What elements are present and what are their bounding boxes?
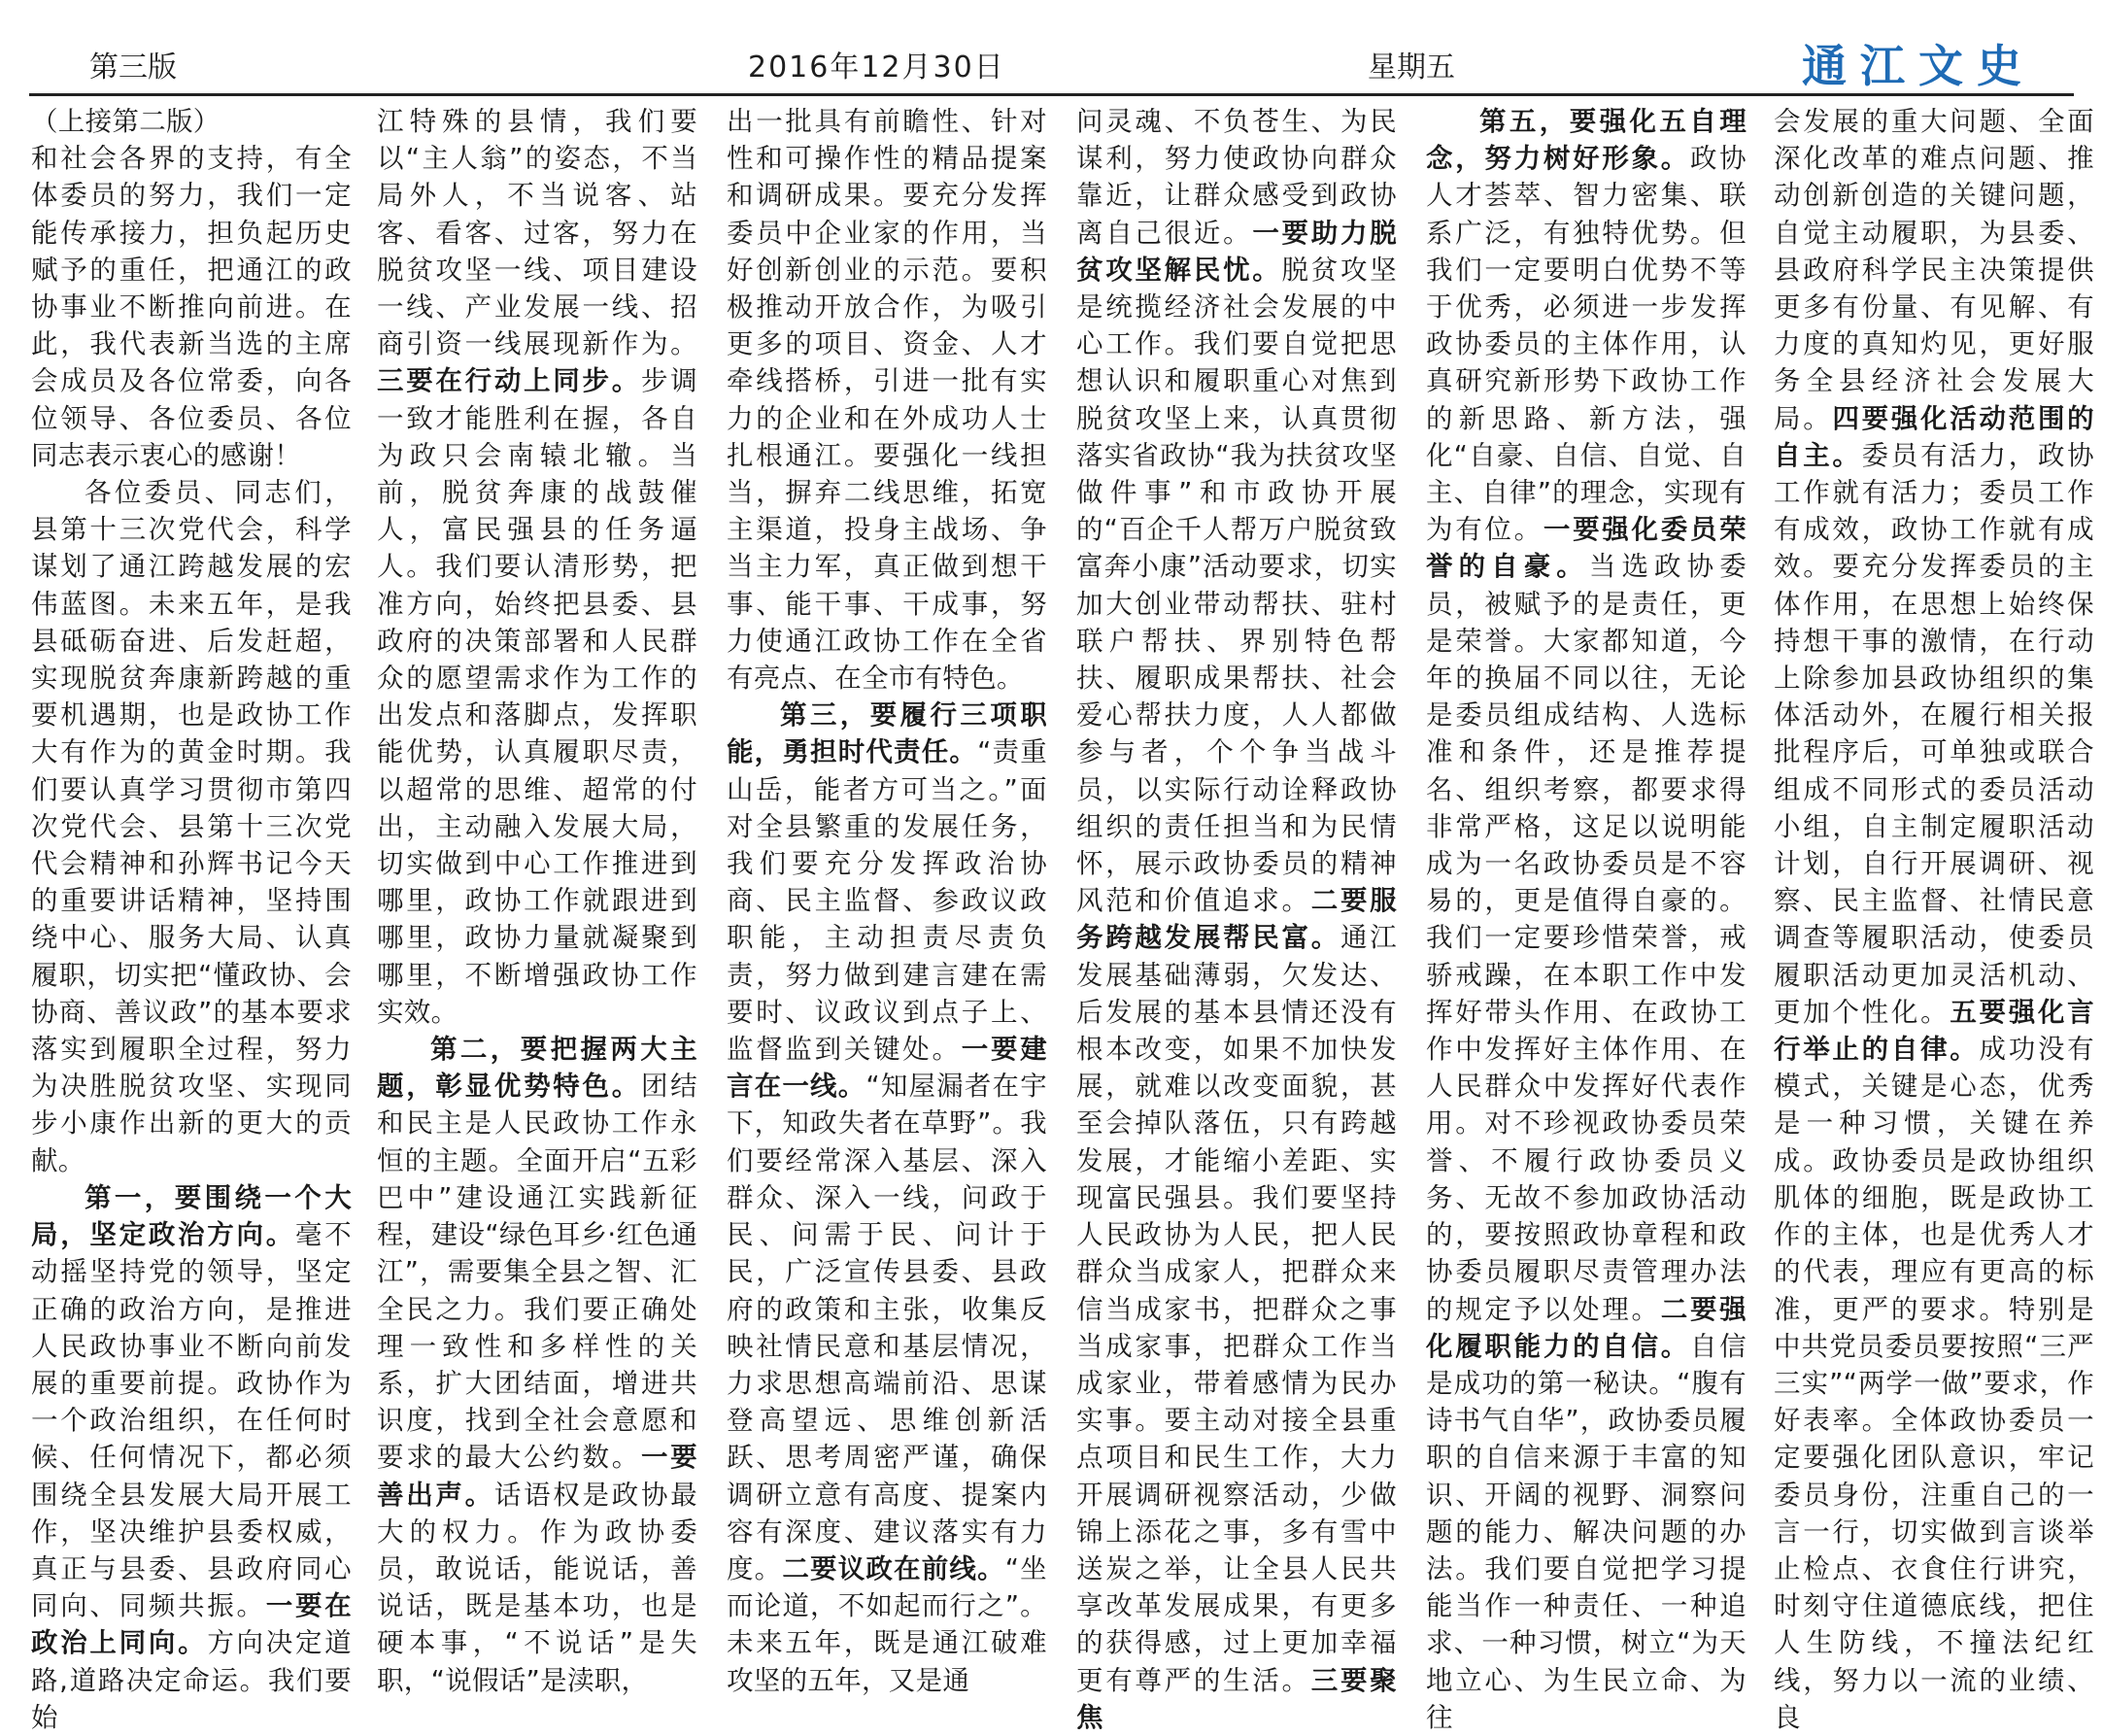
- paragraph-text: 问灵魂、不负苍生、为民谋利，努力使政协向群众靠近，让群众感受到政协离自己很近。: [1076, 106, 1397, 249]
- paragraph-heading: 三要在行动上同步。: [377, 365, 641, 397]
- article-column-4: [1076, 103, 1397, 1733]
- paragraph: [377, 103, 697, 1031]
- paragraph-text: 话语权是政协最大的权力。作为政协委员，敢说话，能说话，善说话，既是基本功，也是硬本事，“不说话”是失职，“说假话”是渎职，: [377, 1479, 697, 1696]
- article-column-1: [31, 103, 352, 1733]
- paragraph-heading: 一要在政治上同向。: [31, 1590, 352, 1659]
- paragraph-heading: 一要强化委员荣誉的自豪。: [1426, 514, 1747, 583]
- paragraph: [1774, 103, 2094, 1736]
- paragraph: [31, 103, 352, 140]
- paragraph: [727, 103, 1047, 697]
- paragraph: [377, 1031, 697, 1699]
- paragraph-text: 和社会各界的支持，有全体委员的努力，我们一定能传承接力，担负起历史赋予的重任，把通江的政协事业不断推向前进。在此，我代表新当选的主席会成员及各位常委，向各位领导、各位委员、各位同志表示衷心的感谢！: [31, 143, 352, 471]
- paragraph: [31, 474, 352, 1179]
- paragraph-text: 江特殊的县情，我们要以“主人翁”的姿态，不当局外人，不当说客、站客、看客、过客，努力在脱贫攻坚一线、项目建设一线、产业发展一线、招商引资一线展现新作为。: [377, 106, 697, 360]
- article-column-3: [727, 103, 1047, 1696]
- paragraph-heading: 四要强化活动范围的自主。: [1774, 402, 2094, 471]
- paragraph-text: 政协人才荟萃、智力密集、联系广泛，有独特优势。但我们一定要明白优势不等于优秀，必须进一步发挥政协委员的主体作用，认真研究新形势下政协工作的新思路、新方法，强化“自豪、自信、自觉、自主、自律”的理念，实现有为有位。: [1426, 143, 1747, 546]
- paragraph-heading: 一要善出声。: [377, 1442, 697, 1511]
- paragraph-text: 脱贫攻坚是统揽经济社会发展的中心工作。我们要自觉把思想认识和履职重心对焦到脱贫攻坚上来，认真贯彻落实省政协“我为扶贫攻坚做件事”和市政协开展的“百企千人帮万户脱贫致富奔小康”活动要求，切实加大创业带动帮扶、驻村联户帮扶、界别特色帮扶、履职成果帮扶、社会爱心帮扶力度，人人都做参与者，个个争当战斗员，以实际行动诠释政协组织的责任担当和为民情怀，展示政协委员的精神风范和价值追求。: [1076, 254, 1397, 917]
- paragraph-heading: 二要议政在前线。: [782, 1552, 1005, 1584]
- paragraph-text: 委员有活力，政协工作就有活力；委员工作有成效，政协工作就有成效。要充分发挥委员的主体作用，在思想上始终保持想干事的激情，在行动上除参加县政协组织的集体活动外，在履行相关报批程序后，可单独或联合组成不同形式的委员活动小组，自主制定履职活动计划，自行开展调研、视察、民主监督、社情民意调查等履职活动，使委员履职活动更加灵活机动、更加个性化。: [1774, 439, 2094, 1028]
- paragraph: [1076, 103, 1397, 1736]
- paragraph-heading: 第一，要围绕一个大局，坚定政治方向。: [31, 1181, 352, 1251]
- issue-weekday: 星期五: [1368, 51, 1455, 85]
- issue-date: 2016年12月30日: [748, 51, 1005, 85]
- paragraph-heading: 三要聚焦: [1076, 1664, 1397, 1733]
- paragraph: [31, 1179, 352, 1736]
- masthead-rule: [29, 93, 2074, 96]
- paragraph-text: 成功没有模式，关键是心态，优秀是一种习惯，关键在养成。政协委员是政协组织肌体的细胞，既是政协工作的主体，也是优秀人才的代表，理应有更高的标准，更严的要求。特别是中共党员委员要按照“三严三实”“两学一做”要求，作好表率。全体政协委员一定要强化团队意识，牢记委员身份，注重自己的一言一行，切实做到言谈举止检点、衣食住行讲究，时刻守住道德底线，把住人生防线，不撞法纪红线，努力以一流的业绩、良: [1774, 1034, 2094, 1733]
- paragraph-text: 出一批具有前瞻性、针对性和可操作性的精品提案和调研成果。要充分发挥委员中企业家的作用，当好创新创业的示范。要积极推动开放合作，为吸引更多的项目、资金、人才牵线搭桥，引进一批有实力的企业和在外成功人士扎根通江。要强化一线担当，摒弃二线思维，拓宽主渠道，投身主战场、争当主力军，真正做到想干事、能干事、干成事，努力使通江政协工作在全省有亮点、在全市有特色。: [727, 106, 1047, 695]
- masthead: [29, 39, 2074, 93]
- paragraph-heading: 一要建言在一线。: [727, 1034, 1047, 1103]
- paragraph-text: “知屋漏者在宇下，知政失者在草野”。我们要经常深入基层、深入群众、深入一线，问政于民、问需于民、问计于民，广泛宣传县委、县政府的政策和主张，收集反映社情民意和基层情况，力求思想高端前沿、思谋登高望远、思维创新活跃、思考周密严谨，确保调研立意有高度、提案内容有深度、建议落实有力度。: [727, 1071, 1047, 1584]
- paragraph-heading: 五要强化言行举止的自律。: [1774, 996, 2094, 1066]
- paragraph-text: 各位委员、同志们，县第十三次党代会，科学谋划了通江跨越发展的宏伟蓝图。未来五年，是我县砥砺奋进、后发赶超，实现脱贫奔康新跨越的重要机遇期，也是政协工作大有作为的黄金时期。我们要认真学习贯彻市第四次党代会、县第十三次党代会精神和孙辉书记今天的重要讲话精神，坚持围绕中心、服务大局、认真履职，切实把“懂政协、会协商、善议政”的基本要求落实到履职全过程，努力为决胜脱贫攻坚、实现同步小康作出新的更大的贡献。: [31, 477, 352, 1176]
- newspaper-logo: 通江文史: [1802, 40, 2035, 92]
- article-column-6: [1774, 103, 2094, 1733]
- paragraph-text: “坐而论道，不如起而行之”。未来五年，既是通江破难攻坚的五年，又是通: [727, 1552, 1047, 1696]
- paragraph-heading: 二要服务跨越发展帮民富。: [1076, 885, 1397, 954]
- paragraph-text: 会发展的重大问题、全面深化改革的难点问题、推动创新创造的关键问题，自觉主动履职，为县委、县政府科学民主决策提供更多有份量、有见解、有力度的真知灼见，更好服务全县经济社会发展大局。: [1774, 106, 2094, 434]
- paragraph: [727, 697, 1047, 1698]
- paragraph-text: 毫不动摇坚持党的领导，坚定正确的政治方向，是推进人民政协事业不断向前发展的重要前提。政协作为一个政治组织，在任何时候、任何情况下，都必须围绕全县发展大局开展工作，坚决维护县委权威，真正与县委、县政府同心同向、同频共振。: [31, 1219, 352, 1622]
- paragraph-text: 通江发展基础薄弱，欠发达、后发展的基本县情还没有根本改变，如果不加快发展，就难以改变面貌，甚至会掉队落伍，只有跨越发展，才能缩小差距、实现富民强县。我们要坚持人民政协为人民，把人民群众当成家人，把群众来信当成家书，把群众之事当成家事，把群众工作当成家业，带着感情为民办实事。要主动对接全县重点项目和民生工作，大力开展调研视察活动，少做锦上添花之事，多有雪中送炭之举，让全县人民共享改革发展成果，有更多的获得感，过上更加幸福更有尊严的生活。: [1076, 922, 1397, 1696]
- paragraph-heading: 一要助力脱贫攻坚解民忧。: [1076, 217, 1397, 286]
- paragraph-text: 团结和民主是人民政协工作永恒的主题。全面开启“五彩巴中”建设通江实践新征程，建设“绿色耳乡·红色通江”，需要集全县之智、汇全民之力。我们要正确处理一致性和多样性的关系，扩大团结面，增进共识度，找到全社会意愿和要求的最大公约数。: [377, 1071, 697, 1474]
- paragraph-text: “责重山岳，能者方可当之。”面对全县繁重的发展任务，我们要充分发挥政治协商、民主监督、参政议政职能，主动担责尽责负责，努力做到建言建在需要时、议政议到点子上、监督监到关键处。: [727, 736, 1047, 1066]
- paragraph-text: （上接第二版）: [31, 106, 220, 137]
- paragraph-text: 自信是成功的第一秘诀。“腹有诗书气自华”，政协委员履职的自信来源于丰富的知识、开阔的视野、洞察问题的能力、解决问题的办法。我们要自觉把学习提能当作一种责任、一种追求、一种习惯，树立“为天地立心、为生民立命、为往: [1426, 1330, 1747, 1733]
- paragraph-text: 方向决定道路,道路决定命运。我们要始: [31, 1627, 352, 1733]
- paragraph-heading: 二要强化履职能力的自信。: [1426, 1293, 1747, 1362]
- paragraph-heading: 第三，要履行三项职能，勇担时代责任。: [727, 699, 1047, 768]
- article-column-5: [1426, 103, 1747, 1733]
- paragraph-heading: 第五，要强化五自理念，努力树好形象。: [1426, 106, 1747, 175]
- article-column-2: [377, 103, 697, 1696]
- page-number: 第三版: [89, 51, 177, 85]
- paragraph-heading: 第二，要把握两大主题，彰显优势特色。: [377, 1034, 697, 1103]
- paragraph-text: 步调一致才能胜利在握，各自为政只会南辕北辙。当前，脱贫奔康的战鼓催人，富民强县的任务逼人。我们要认清形势，把准方向，始终把县委、县政府的决策部署和人民群众的愿望需求作为工作的出发点和落脚点，发挥职能优势，认真履职尽责，以超常的思维、超常的付出，主动融入发展大局，切实做到中心工作推进到哪里，政协工作就跟进到哪里，政协力量就凝聚到哪里，不断增强政协工作实效。: [377, 365, 697, 1028]
- paragraph-text: 当选政协委员，被赋予的是责任，更是荣誉。大家都知道，今年的换届不同以往，无论是委员组成结构、人选标准和条件，还是推荐提名、组织考察，都要求得非常严格，这足以说明能成为一名政协委员是不容易的，更是值得自豪的。我们一定要珍惜荣誉，戒骄戒躁，在本职工作中发挥好带头作用、在政协工作中发挥好主体作用、在人民群众中发挥好代表作用。对不珍视政协委员荣誉、不履行政协委员义务、无故不参加政协活动的，要按照政协章程和政协委员履职尽责管理办法的规定予以处理。: [1426, 551, 1747, 1325]
- paragraph: [1426, 103, 1747, 1736]
- paragraph: [31, 140, 352, 474]
